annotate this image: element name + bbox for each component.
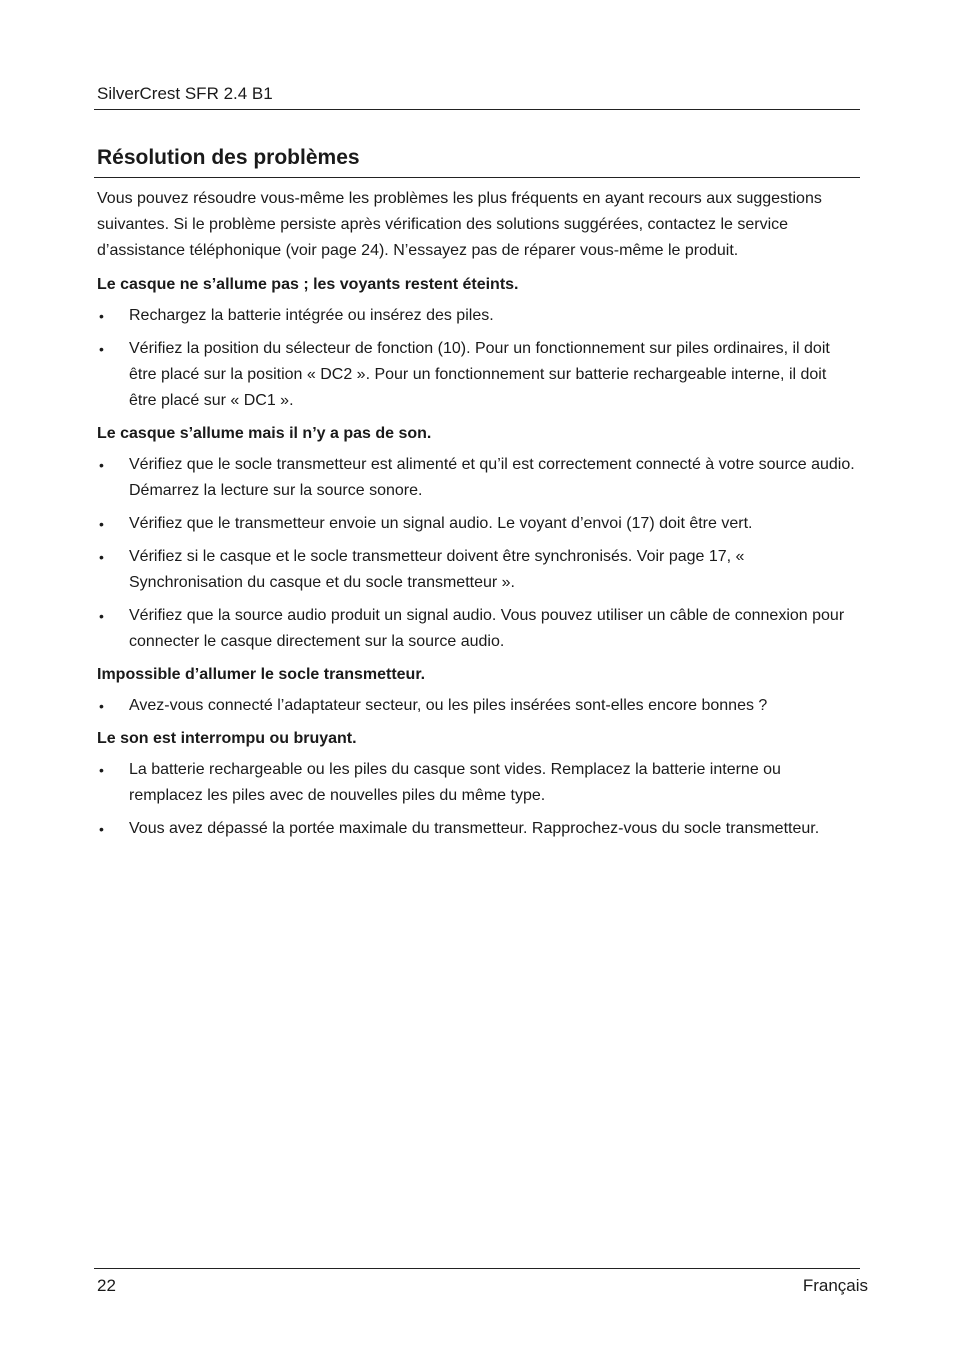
solution-item — [97, 511, 857, 537]
solution-text: La batterie rechargeable ou les piles du casque sont vides. Remplacez la batterie interne ou remplacez les piles avec de nouvelles piles du même type. — [129, 761, 781, 804]
solution-item — [97, 336, 857, 414]
title-divider — [94, 177, 860, 178]
solution-item — [97, 452, 857, 504]
solution-text: Vérifiez si le casque et le socle transmetteur doivent être synchronisés. Voir page 17, « Synchronisation du casque et du socle transmetteur ». — [129, 548, 745, 591]
bullet-icon: • — [99, 608, 104, 624]
footer-language: Français — [802, 1276, 868, 1295]
solution-text: Vérifiez que le transmetteur envoie un signal audio. Le voyant d’envoi (17) doit être vert. — [129, 515, 753, 532]
solution-text: Vérifiez que la source audio produit un signal audio. Vous pouvez utiliser un câble de connexion pour connecter le casque directement sur la source audio. — [129, 607, 845, 650]
problem-heading: Le son est interrompu ou bruyant. — [97, 730, 357, 747]
header-divider — [94, 109, 860, 110]
document-body — [97, 186, 857, 849]
bullet-icon: • — [99, 821, 104, 837]
solution-text: Vérifiez la position du sélecteur de fonction (10). Pour un fonctionnement sur piles ordinaires, il doit être placé sur la position « DC2 ». Pour un fonctionnement sur batterie rechargeable interne, il doit être placé sur « DC1 ». — [129, 340, 830, 409]
bullet-icon: • — [99, 516, 104, 532]
solution-list — [97, 757, 857, 842]
bullet-icon: • — [99, 341, 104, 357]
document-header-title: SilverCrest SFR 2.4 B1 — [97, 84, 273, 103]
solution-item — [97, 757, 857, 809]
bullet-icon: • — [99, 762, 104, 778]
solution-list — [97, 303, 857, 414]
bullet-icon: • — [99, 308, 104, 324]
solution-list — [97, 693, 857, 719]
problem-heading: Le casque ne s’allume pas ; les voyants restent éteints. — [97, 276, 519, 293]
solution-item — [97, 816, 857, 842]
bullet-icon: • — [99, 549, 104, 565]
page-number: 22 — [97, 1276, 116, 1295]
solution-text: Vérifiez que le socle transmetteur est alimenté et qu’il est correctement connecté à votre source audio. Démarrez la lecture sur la source sonore. — [129, 456, 855, 499]
section-title: Résolution des problèmes — [97, 146, 360, 169]
problem-heading: Impossible d’allumer le socle transmetteur. — [97, 666, 426, 683]
solution-text: Vous avez dépassé la portée maximale du transmetteur. Rapprochez-vous du socle transmetteur. — [129, 820, 820, 837]
intro-paragraph: Vous pouvez résoudre vous-même les problèmes les plus fréquents en ayant recours aux suggestions suivantes. Si le problème persiste après vérification des solutions suggérées, contactez le service d’assistance téléphonique (voir page 24). N’essayez pas de réparer vous-même le produit. — [97, 190, 822, 259]
solution-text: Avez-vous connecté l’adaptateur secteur, ou les piles insérées sont-elles encore bonnes ? — [129, 697, 768, 714]
solution-item — [97, 303, 857, 329]
solution-item — [97, 693, 857, 719]
solution-item — [97, 603, 857, 655]
solution-item — [97, 544, 857, 596]
bullet-icon: • — [99, 698, 104, 714]
problem-heading: Le casque s’allume mais il n’y a pas de son. — [97, 425, 432, 442]
footer-divider — [94, 1268, 860, 1269]
solution-text: Rechargez la batterie intégrée ou insérez des piles. — [129, 307, 494, 324]
bullet-icon: • — [99, 457, 104, 473]
solution-list — [97, 452, 857, 655]
